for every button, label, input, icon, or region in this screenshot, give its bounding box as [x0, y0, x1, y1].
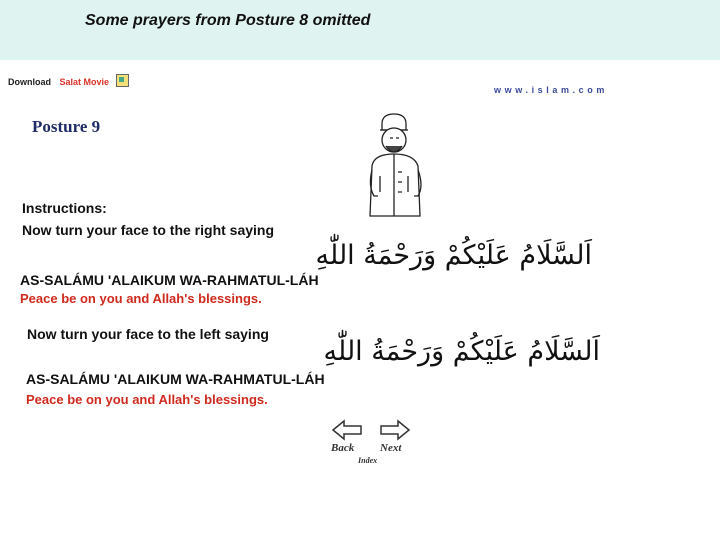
instructions-heading: Instructions: [22, 200, 107, 216]
arabic-prayer-left: اَلسَّلَامُ عَلَيْكُمْ وَرَحْمَةُ اللّٰهِ [323, 336, 600, 367]
index-link[interactable]: Index [358, 456, 378, 465]
site-url: www.islam.com [494, 85, 608, 95]
arabic-prayer-right: اَلسَّلَامُ عَلَيْكُمْ وَرَحْمَةُ اللّٰهِ [315, 240, 592, 271]
left-arrow-icon [331, 419, 363, 441]
transliteration-left: AS-SALÁMU 'ALAIKUM WA-RAHMATUL-LÁH [26, 371, 325, 387]
download-link-bar [8, 74, 129, 87]
right-turn-instruction: Now turn your face to the right saying [22, 222, 275, 238]
meaning-left: Peace be on you and Allah's blessings. [26, 392, 268, 407]
left-turn-instruction: Now turn your face to the left saying [27, 326, 269, 342]
transliteration-right: AS-SALÁMU 'ALAIKUM WA-RAHMATUL-LÁH [20, 272, 319, 288]
right-arrow-icon [379, 419, 411, 441]
banner-title: Some prayers from Posture 8 omitted [85, 12, 371, 29]
next-label: Next [380, 442, 402, 454]
download-link[interactable]: Download [8, 77, 51, 87]
salat-movie-link[interactable]: Salat Movie [59, 77, 110, 87]
back-label: Back [331, 442, 355, 454]
film-icon[interactable] [116, 74, 129, 87]
praying-man-illustration [360, 110, 440, 222]
header-banner [0, 0, 720, 60]
meaning-right: Peace be on you and Allah's blessings. [20, 291, 262, 306]
page-title: Posture 9 [32, 117, 101, 136]
